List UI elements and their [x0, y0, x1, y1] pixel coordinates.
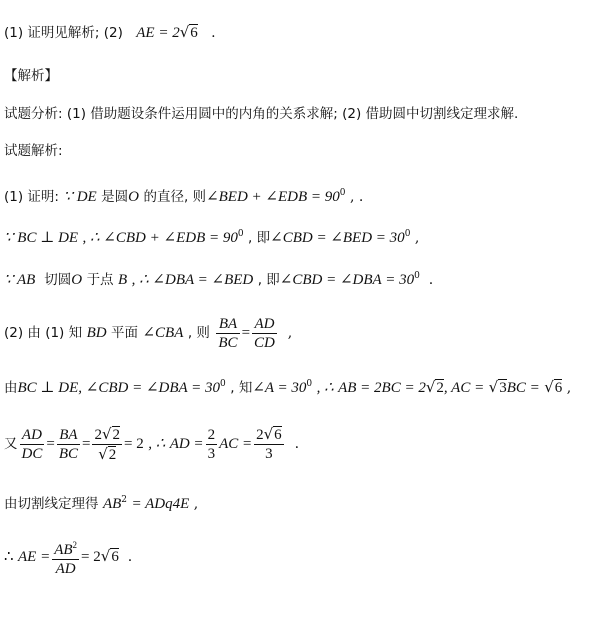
proof-l1-f: ∠BED + ∠EDB = 90 — [206, 189, 340, 205]
answer-radicand: 6 — [190, 25, 198, 41]
proof-l1-g: 0 — [339, 188, 346, 198]
proof-l3-j: . — [428, 272, 434, 288]
proof-l1-b: ∵ DE — [63, 189, 97, 205]
sqrt-sign: √ — [179, 23, 190, 41]
p2-l5-a: ∴ — [4, 549, 14, 565]
proof-l3-i: 0 — [414, 271, 420, 281]
p2-l3-a: 又 — [4, 436, 18, 452]
p2-l3-f: . — [294, 436, 300, 452]
proof-l2-b: , ∴ ∠CBD + ∠EDB = 90 — [82, 230, 238, 246]
part2-line-3 — [4, 424, 299, 464]
p2-l5-e: . — [127, 549, 133, 565]
proof-l3-d: 于点 — [86, 272, 114, 288]
proof-l3-f: , ∴ ∠DBA = ∠BED — [131, 272, 254, 288]
proof-l2-f: 0 — [404, 229, 411, 239]
p2-l3-c: AD = — [169, 436, 204, 452]
part2-line-4 — [4, 490, 198, 514]
p2-l1-a: (2) 由 (1) 知 — [4, 325, 83, 341]
proof-l3-b: 切圆 — [44, 272, 72, 288]
p2-l4-d: , — [193, 496, 199, 512]
p2-l2-h-rad: 2 — [436, 380, 444, 396]
sqrt-sign: √ — [488, 378, 499, 396]
proof-l2-c: 0 — [237, 229, 244, 239]
p2-l2-i: , AC = — [443, 380, 485, 396]
p2-l2-k: , — [566, 380, 572, 396]
p2-l4-b-sup: 2 — [121, 495, 128, 505]
part2-line-2 — [4, 374, 571, 398]
equals: = — [81, 436, 91, 452]
equals-two: = 2 — [124, 436, 144, 452]
p2-l4-b: AB — [102, 496, 122, 512]
proof-l3-c: O — [71, 272, 83, 288]
proof-line-3 — [4, 266, 433, 290]
proof-l3-g: , 即 — [257, 272, 280, 288]
proof-l2-e: ∠CBD = ∠BED = 30 — [270, 230, 405, 246]
equals: = — [241, 325, 251, 341]
fraction-ab2-ad: $\frac{AB^2}{AD}$ — [54, 540, 78, 577]
p2-l4-a: 由切割线定理得 — [4, 496, 99, 512]
p2-l3-e: AC = — [219, 436, 253, 452]
p2-l1-e: , 则 — [187, 325, 210, 341]
fraction-2root6-3: $\frac{2√6}{3}$ — [256, 425, 282, 462]
answer-part1: (1) 证明见解析; (2) — [4, 25, 123, 41]
fraction-ad-cd: $\frac{AD}{CD}$ — [254, 315, 275, 351]
p2-l5-b: AE = — [18, 549, 51, 565]
answer-line — [4, 22, 216, 43]
proof-l3-a: ∵ AB — [4, 272, 36, 288]
p2-l1-c: 平面 — [111, 325, 139, 341]
sqrt-sign: √ — [425, 378, 436, 396]
p2-l2-j-rad: 6 — [554, 380, 563, 396]
proof-l1-h: , . — [349, 189, 364, 205]
fraction-ba-bc: $\frac{BA}{BC}$ — [58, 426, 78, 462]
p2-l2-e: ∠A = 30 — [252, 380, 307, 396]
p2-l1-end: , — [287, 325, 293, 341]
proof-l2-d: , 即 — [248, 230, 271, 246]
proof-line-1 — [4, 183, 363, 207]
fraction-2root2-root2: $\frac{2√2}{√2}$ — [94, 424, 121, 463]
proof-l2-a: ∵ BC ⊥ DE — [4, 230, 79, 246]
p2-l2-g: , ∴ — [316, 380, 334, 396]
p2-l2-i-rad: 3 — [499, 380, 507, 396]
p2-l2-h: AB = 2BC = 2 — [338, 380, 426, 396]
p2-l2-d: , 知 — [230, 380, 253, 396]
proof-line-2 — [4, 224, 419, 248]
fraction-2-3: $\frac{2}{3}$ — [207, 426, 216, 462]
sqrt-sign: √ — [100, 547, 111, 565]
p2-l3-b: , ∴ — [148, 436, 166, 452]
analysis-text: 试题分析: (1) 借助题设条件运用圆中的内角的关系求解; (2) 借助圆中切割线定理求解. — [4, 106, 519, 122]
p2-l1-d: ∠CBA — [142, 325, 184, 341]
p2-l2-c: 0 — [220, 379, 226, 389]
proof-l1-a: (1) 证明: — [4, 189, 59, 205]
sqrt-sign: √ — [544, 378, 554, 396]
proof-l1-e: 的直径, 则 — [143, 189, 207, 205]
proof-l3-h: ∠CBD = ∠DBA = 30 — [279, 272, 415, 288]
p2-l2-b: BC ⊥ DE, ∠CBD = ∠DBA = 30 — [17, 380, 221, 396]
section-heading: 【解析】 — [4, 68, 58, 84]
p2-l2-a: 由 — [4, 380, 18, 396]
p2-l5-c: = 2 — [81, 549, 101, 565]
p2-l1-b: BD — [86, 325, 107, 341]
p2-l5-c-rad: 6 — [111, 549, 119, 565]
part2-line-5 — [4, 536, 132, 578]
fraction-ad-dc: $\frac{AD}{DC}$ — [21, 426, 43, 462]
equals: = — [46, 436, 55, 452]
answer-end: . — [211, 25, 216, 41]
proof-l2-g: , — [414, 230, 420, 246]
proof-l1-d: O — [128, 189, 140, 205]
p2-l2-j: BC = — [506, 380, 540, 396]
fraction-ba-bc: $\frac{BA}{BC}$ — [218, 315, 238, 351]
proof-l3-e: B — [118, 272, 128, 288]
answer-expr: AE = 2 — [136, 25, 180, 41]
solution-label: 试题解析: — [4, 143, 63, 159]
p2-l4-c: = ADq4E — [131, 496, 190, 512]
p2-l2-f: 0 — [306, 379, 313, 389]
part2-line-1 — [4, 314, 292, 352]
proof-l1-c: 是圆 — [101, 189, 129, 205]
